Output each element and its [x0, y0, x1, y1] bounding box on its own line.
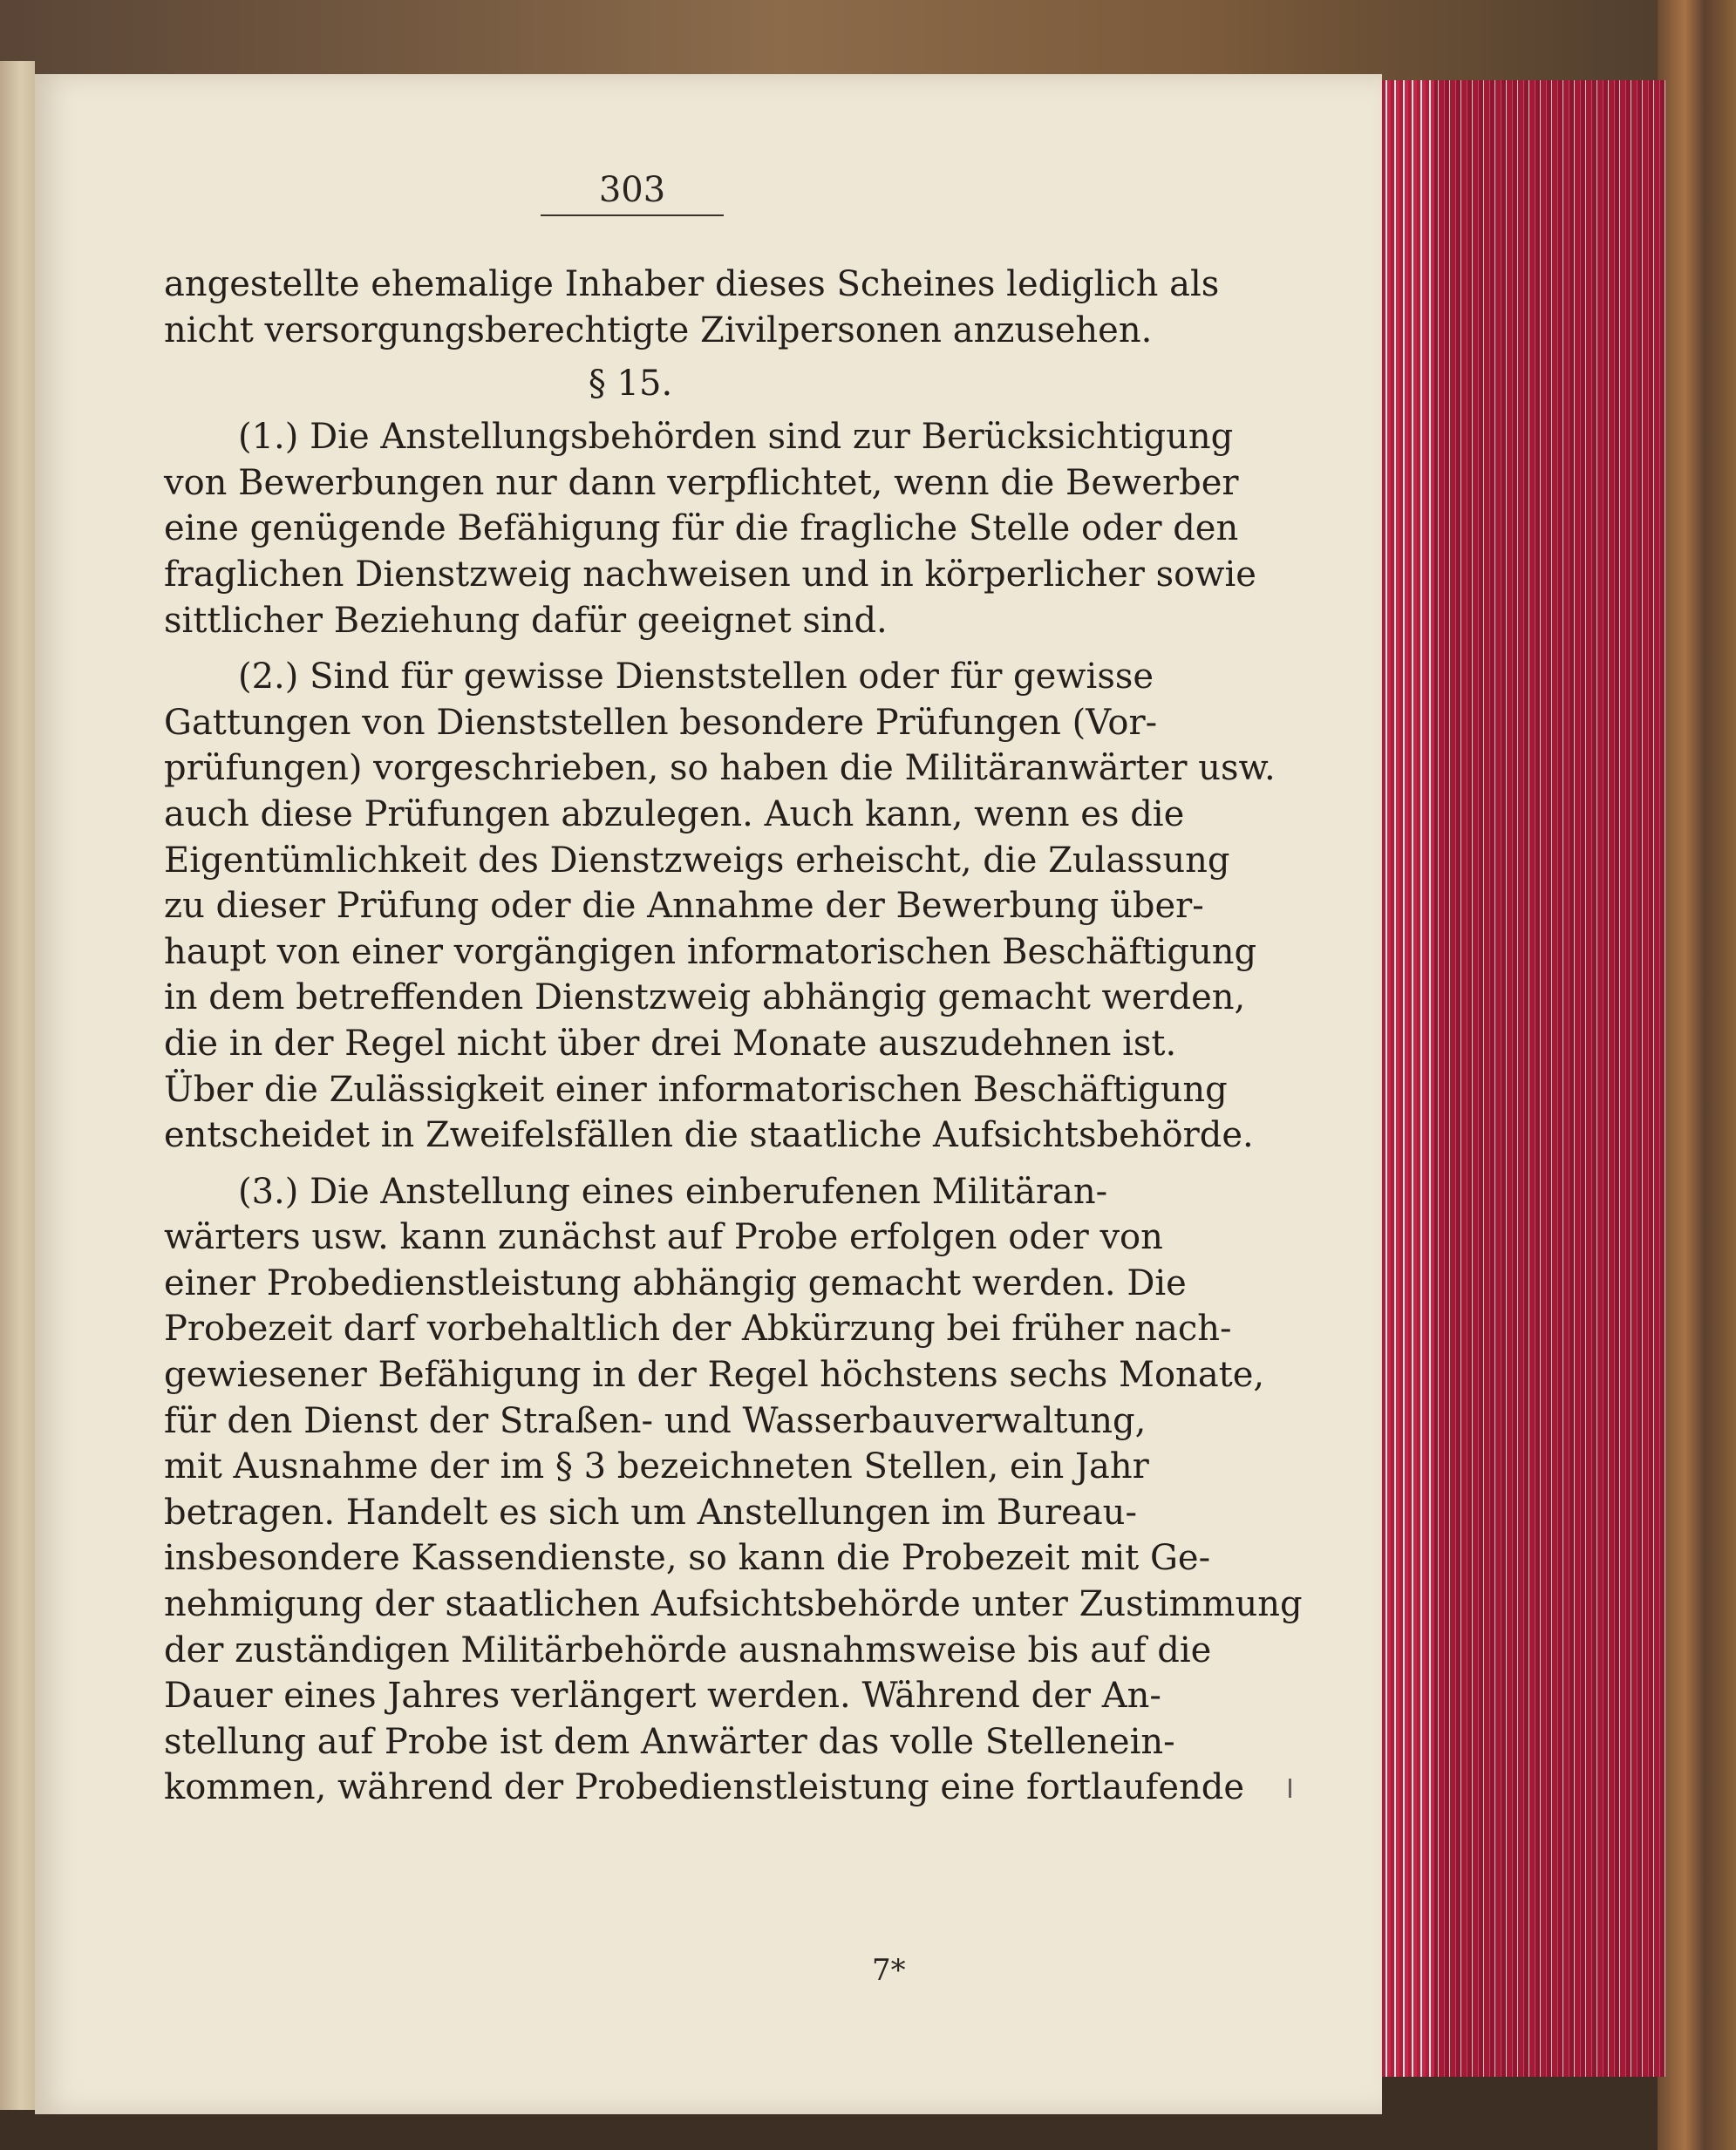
- text-line: kommen, während der Probedienstleistung eine fortlaufende: [164, 1767, 1245, 1808]
- text-line: gewiesener Befähigung in der Regel höchstens sechs Monate,: [164, 1355, 1265, 1396]
- paragraph-2: [164, 654, 1276, 1159]
- header-rule: [541, 214, 724, 216]
- text-line: angestellte ehemalige Inhaber dieses Scheines lediglich als: [164, 264, 1220, 304]
- text-line: auch diese Prüfungen abzulegen. Auch kann, wenn es die: [164, 793, 1185, 834]
- paragraph-1: [164, 414, 1256, 643]
- text-line: stellung auf Probe ist dem Anwärter das volle Stellenein-: [164, 1721, 1175, 1762]
- text-line: (3.) Die Anstellung eines einberufenen Militäran-: [238, 1171, 1108, 1212]
- text-line: (2.) Sind für gewisse Dienststellen oder für gewisse: [238, 657, 1154, 697]
- text-line: der zuständigen Militärbehörde ausnahmsweise bis auf die: [164, 1630, 1212, 1670]
- text-line: Dauer eines Jahres verlängert werden. Während der An-: [164, 1676, 1161, 1717]
- book-cover-right: [1658, 0, 1736, 2150]
- text-line: haupt von einer vorgängigen informatorischen Beschäftigung: [164, 931, 1257, 972]
- paragraph-gap: [164, 643, 1097, 654]
- section-heading: § 15.: [588, 364, 673, 405]
- page-text: [164, 262, 1303, 1811]
- text-line: betragen. Handelt es sich um Anstellungen im Bureau-: [164, 1492, 1137, 1533]
- pencil-mark: [1289, 1779, 1291, 1798]
- text-line: Über die Zulässigkeit einer informatorischen Beschäftigung: [164, 1069, 1228, 1110]
- text-line: eine genügende Befähigung für die fragliche Stelle oder den: [164, 508, 1239, 549]
- text-line: nicht versorgungsberechtigte Zivilpersonen anzusehen.: [164, 310, 1153, 350]
- paragraph-gap: [164, 1159, 1097, 1169]
- previous-page-edge: [0, 61, 35, 2110]
- paragraph-3: [164, 1169, 1303, 1811]
- signature-mark: 7*: [872, 1953, 906, 1988]
- text-line: in dem betreffenden Dienstzweig abhängig gemacht werden,: [164, 977, 1246, 1018]
- text-line: Gattungen von Dienststellen besondere Prüfungen (Vor-: [164, 702, 1158, 743]
- text-line: von Bewerbungen nur dann verpflichtet, wenn die Bewerber: [164, 462, 1239, 503]
- text-line: zu dieser Prüfung oder die Annahme der Bewerbung über-: [164, 886, 1204, 927]
- text-line: nehmigung der staatlichen Aufsichtsbehörde unter Zustimmung: [164, 1584, 1303, 1625]
- text-line: wärters usw. kann zunächst auf Probe erfolgen oder von: [164, 1217, 1163, 1258]
- text-line: mit Ausnahme der im § 3 bezeichneten Stellen, ein Jahr: [164, 1446, 1149, 1487]
- text-line: entscheidet in Zweifelsfällen die staatliche Aufsichtsbehörde.: [164, 1115, 1254, 1156]
- page-number: 303: [598, 170, 666, 210]
- text-line: sittlicher Beziehung dafür geeignet sind.: [164, 600, 888, 641]
- text-line: Eigentümlichkeit des Dienstzweigs erheischt, die Zulassung: [164, 840, 1230, 881]
- text-line: prüfungen) vorgeschrieben, so haben die Militäranwärter usw.: [164, 748, 1276, 789]
- text-line: Probezeit darf vorbehaltlich der Abkürzung bei früher nach-: [164, 1309, 1232, 1350]
- text-line: fraglichen Dienstzweig nachweisen und in körperlicher sowie: [164, 554, 1256, 595]
- text-line: insbesondere Kassendienste, so kann die Probezeit mit Ge-: [164, 1538, 1211, 1579]
- text-line: für den Dienst der Straßen- und Wasserbauverwaltung,: [164, 1400, 1147, 1441]
- page-block-edge-highlight: [1382, 80, 1434, 2077]
- text-line: einer Probedienstleistung abhängig gemacht werden. Die: [164, 1262, 1187, 1303]
- text-line: (1.) Die Anstellungsbehörden sind zur Berücksichtigung: [238, 417, 1234, 458]
- text-line: die in der Regel nicht über drei Monate auszudehnen ist.: [164, 1023, 1177, 1064]
